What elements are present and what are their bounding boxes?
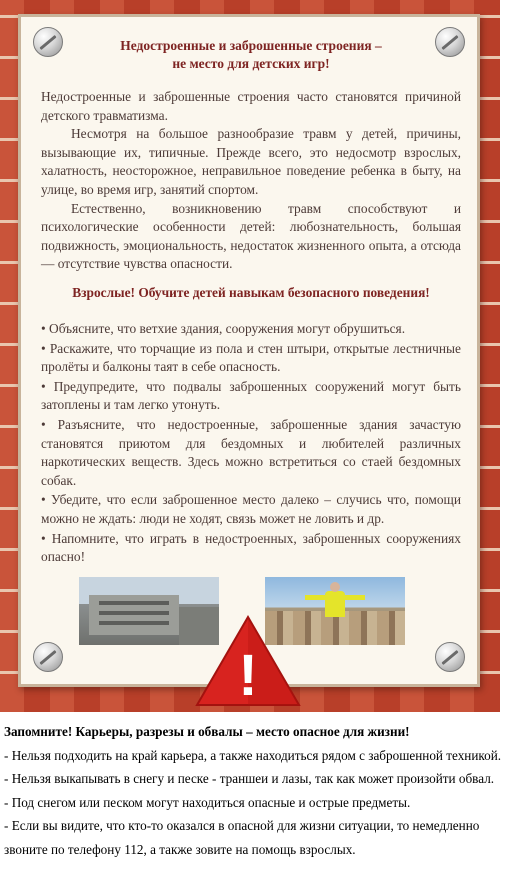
poster-card [18, 14, 480, 708]
advice-item: • Предупредите, что подвалы заброшенных сооружений могут быть затоплены и там легко утонуть. [41, 378, 461, 413]
reminder-line: - Под снегом или песком могут находиться опасные и острые предметы. [4, 794, 411, 810]
screw-icon [33, 642, 63, 672]
poster-title-line2: не место для детских игр! [172, 56, 330, 71]
advice-item: • Раскажите, что торчащие из пола и стен штыри, открытые лестничные пролёты и балконы таят в себе опасность. [41, 340, 461, 375]
reminder-line: - Нельзя выкапывать в снегу и песке - траншеи и лазы, так как может произойти обвал. [4, 771, 495, 787]
warning-triangle-icon [193, 613, 303, 709]
screw-icon [33, 27, 63, 57]
reminder-section [4, 720, 520, 862]
reminder-line: - Нельзя подходить на край карьера, а также находиться рядом с заброшенной техникой. [4, 747, 502, 763]
advice-list [41, 320, 461, 568]
screw-icon [435, 27, 465, 57]
advice-item: • Разъясните, что недостроенные, заброшенные здания зачастую становятся приютом для бездомных и любителей различных наркотических веществ. Здесь можно встретиться со стаей бездомных собак. [41, 416, 461, 488]
poster-subheading: Взрослые! Обучите детей навыкам безопасного поведения! [72, 285, 430, 300]
advice-item: • Напомните, что играть в недостроенных, заброшенных сооружениях опасно! [41, 530, 461, 565]
intro-paragraph: Несмотря на большое разнообразие травм у детей, причины, вызывающие их, типичные. Прежде всего, это недосмотр взрослых, халатность, неосторожное, неправильное поведение ребенка в быту, на улице, во время игр, занятий спортом. [41, 126, 461, 197]
reminder-heading: Запомните! Карьеры, разрезы и обвалы – место опасное для жизни! [4, 724, 410, 739]
warning-exclamation: ! [238, 643, 258, 708]
advice-item: • Объясните, что ветхие здания, сооружения могут обрушиться. [41, 321, 406, 336]
intro-text [41, 88, 461, 274]
intro-paragraph: Недостроенные и заброшенные строения часто становятся причиной детского травматизма. [41, 89, 461, 123]
advice-item: • Убедите, что если заброшенное место далеко – случись что, помощи можно не ждать: люди не ходят, связь может не ловить и др. [41, 492, 461, 526]
intro-paragraph: Естественно, возникновению травм способствуют и психологические особенности детей: любознательность, большая подвижность, эмоциональность, недостаток жизненного опыта, а отсюда — отсутствие чувства опасности. [41, 200, 461, 272]
screw-icon [435, 642, 465, 672]
poster-title-line1: Недостроенные и заброшенные строения – [120, 38, 382, 53]
reminder-line: - Если вы видите, что кто-то оказался в опасной для жизни ситуации, то немедленно звоните по телефону 112, а также зовите на помощь взрослых. [4, 818, 480, 857]
poster-title [81, 37, 421, 73]
